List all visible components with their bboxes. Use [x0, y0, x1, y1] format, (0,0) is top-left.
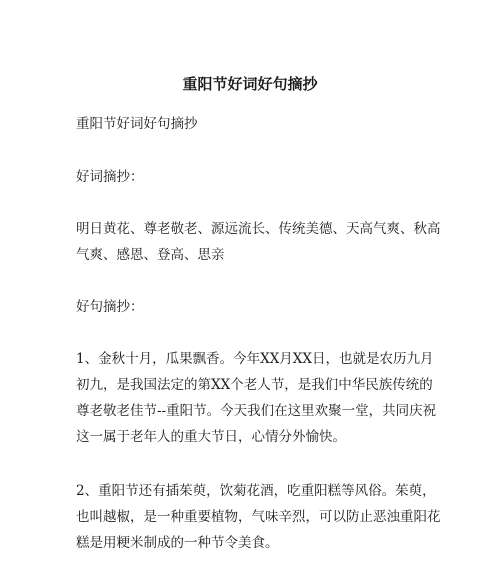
sentences-heading: 好句摘抄：: [76, 299, 144, 315]
document-title: 重阳节好词好句摘抄: [182, 75, 318, 93]
document-subtitle: 重阳节好词好句摘抄: [76, 116, 198, 132]
words-list: 明日黄花、尊老敬老、源远流长、传统美德、天高气爽、秋高气爽、感恩、登高、思亲: [76, 221, 441, 263]
words-heading: 好词摘抄：: [76, 169, 144, 185]
sentence-paragraph: 2、重阳节还有插茱萸，饮菊花酒，吃重阳糕等风俗。茱萸，也叫越椒，是一种重要植物，气味辛烈，可以防止恶浊重阳花糕是用粳米制成的一种节令美食。: [76, 483, 441, 551]
sentence-paragraph: 1、金秋十月，瓜果飘香。今年XX月XX日，也就是农历九月初九，是我国法定的第XX个老人节，是我们中华民族传统的尊老敬老佳节--重阳节。今天我们在这里欢聚一堂，共同庆祝这一属于老年人的重大节日，心情分外愉快。: [76, 351, 437, 445]
